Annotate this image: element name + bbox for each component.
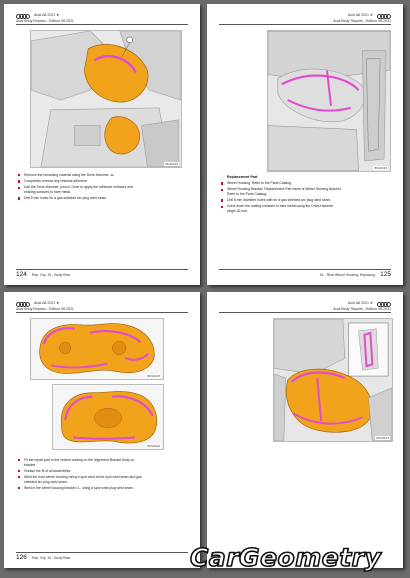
cargeometry-watermark-logo [190, 543, 404, 577]
list-item: Grind down the mating surfaces to bare metal using the Drive-Hammer single-ID-tool. [221, 204, 343, 213]
list-item: Wheel Housing. Refer to the Parts Catalog. [221, 181, 343, 186]
figure-repair-part-top [30, 318, 164, 380]
header-subtitle: Audi Body Repairs - Edition 08.2021 [16, 307, 74, 311]
footer-text: 51 - Rear Wheel Housing, Replacing [319, 273, 375, 277]
document-page-125 [207, 4, 403, 285]
header-title: Audi A8 2021 ➤ [347, 301, 373, 305]
figure-id: 8FG0127 [376, 436, 389, 440]
header-subtitle: Audi Body Repairs - Edition 08.2021 [16, 19, 74, 23]
figure-illustration [53, 385, 163, 449]
list-item: Drill 8 mm diameter holes with for a gas shielded arc plug weld seam. [221, 198, 343, 203]
page-number: 125 [380, 271, 391, 278]
footer-text: Rep. Grp. 51 - Body Rear [32, 273, 71, 277]
page-number: 126 [16, 554, 27, 561]
footer-text: Rep. Grp. 51 - Body Rear [32, 556, 71, 560]
page-footer [16, 269, 188, 279]
figure-illustration [31, 31, 181, 167]
page-header [219, 12, 391, 28]
page-header [16, 300, 188, 316]
list-item: Fit the repair part to the vehicle loading on the Alignment Bracket Body-to-bracket. [18, 458, 142, 467]
instruction-list [221, 175, 343, 215]
list-item: Completely remove any residual adhesive. [18, 179, 138, 184]
header-title: Audi A8 2021 ➤ [347, 13, 373, 17]
page-number: 124 [16, 271, 27, 278]
header-title: Audi A8 2021 ➤ [34, 301, 60, 305]
figure-wheel-housing-area [267, 30, 391, 172]
watermark-text: CarGeometry [190, 543, 382, 572]
header-subtitle: Audi Body Repairs - Edition 08.2021 [333, 307, 391, 311]
figure-id: 8FG0124 [374, 166, 387, 170]
instruction-list [18, 458, 142, 492]
figure-illustration [274, 319, 392, 441]
list-item: Drill 8 mm holes for a gas shielded arc plug weld seam. [18, 196, 138, 201]
figure-wheel-housing-installed [273, 318, 393, 442]
figure-id: 8FG0126 [147, 444, 160, 448]
list-item: Weld the front wheel housing using a spot weld at the spot weld seam and gas shielded arc plug weld seam. [18, 475, 142, 484]
figure-wheel-housing-removed [30, 30, 182, 168]
header-title: Audi A8 2021 ➤ [34, 13, 60, 17]
document-page-126 [4, 292, 200, 568]
page-header [219, 300, 391, 316]
list-item: Weld in the wheel housing bracket I.L. using a spot weld plug weld seam. [18, 486, 142, 491]
figure-id: 8FG0125 [147, 374, 160, 378]
instruction-list [18, 173, 138, 202]
section-title: Replacement Part [227, 175, 258, 179]
document-page-124 [4, 4, 200, 285]
list-item: Use the Drive-Hammer, punch. Drive to apply the adhesive surfaces and existing surfaces to bare metal. [18, 185, 138, 194]
figure-illustration [31, 319, 163, 379]
list-item: Grease the fit of all assemblies. [18, 469, 142, 474]
page-header [16, 12, 188, 28]
page-footer [219, 269, 391, 279]
figure-repair-part-bottom [52, 384, 164, 450]
document-page-127 [207, 292, 403, 568]
figure-illustration [268, 31, 390, 171]
page-footer [16, 552, 188, 562]
header-subtitle: Audi Body Repairs - Edition 08.2021 [333, 19, 391, 23]
list-item: Wheel Housing Bracket, Replacement Part name is Wheel Housing Bracket. Refer to the Parts Catalog. [221, 187, 343, 196]
figure-id: 8FG0123 [165, 162, 178, 166]
list-item: Remove the remaining material using the Drive-Hammer -A-. [18, 173, 138, 178]
